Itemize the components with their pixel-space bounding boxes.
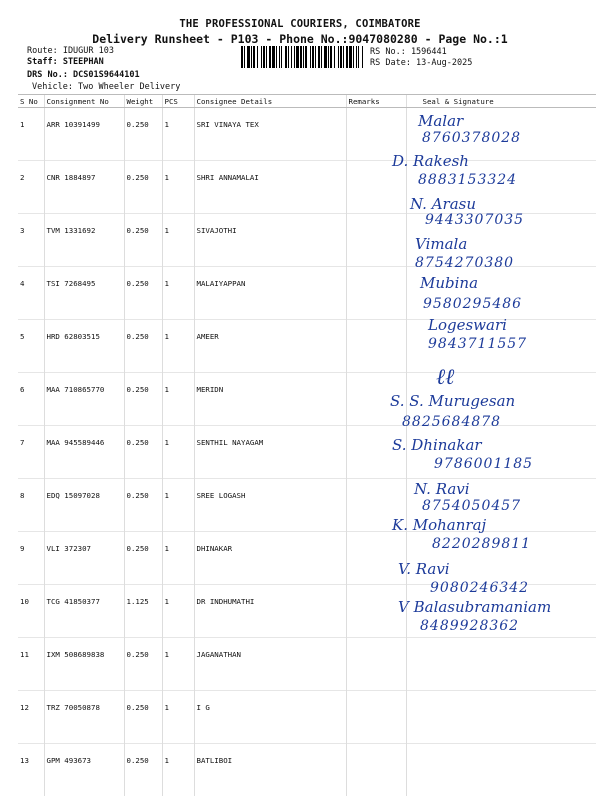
- cell-remarks: [346, 214, 406, 267]
- cell-consignment-no: TVM 1331692: [44, 214, 124, 267]
- signature-name: V. Ravi: [398, 560, 450, 578]
- cell-weight: 0.250: [124, 108, 162, 161]
- cell-sno: 2: [18, 161, 44, 214]
- signature-name: Mubina: [420, 274, 479, 292]
- cell-signature: [406, 638, 596, 691]
- cell-consignment-no: VLI 372307: [44, 532, 124, 585]
- cell-signature: [406, 373, 596, 426]
- cell-consignee: SHRI ANNAMALAI: [194, 161, 346, 214]
- cell-weight: 0.250: [124, 373, 162, 426]
- cell-consignment-no: TSI 7268495: [44, 267, 124, 320]
- cell-consignee: BATLIBOI: [194, 744, 346, 797]
- drs-number: DRS No.: DCS01S9644101: [27, 70, 140, 80]
- signature-name: K. Mohanraj: [392, 516, 487, 534]
- cell-remarks: [346, 161, 406, 214]
- cell-pcs: 1: [162, 744, 194, 797]
- cell-consignee: JAGANATHAN: [194, 638, 346, 691]
- cell-consignee: SIVAJOTHI: [194, 214, 346, 267]
- table-header-row: [18, 95, 596, 108]
- cell-remarks: [346, 479, 406, 532]
- col-header-sno: S No: [18, 95, 44, 108]
- cell-consignment-no: IXM 508689838: [44, 638, 124, 691]
- cell-sno: 4: [18, 267, 44, 320]
- cell-remarks: [346, 532, 406, 585]
- signature-phone: 8760378028: [422, 130, 522, 146]
- signature-phone: 9843711557: [428, 336, 528, 352]
- signature-name: N. Ravi: [414, 480, 470, 498]
- col-header-pcs: PCS: [162, 95, 194, 108]
- rs-number: RS No.: 1596441: [370, 47, 447, 57]
- signature-phone: 9786001185: [434, 456, 534, 472]
- signature-name: V Balasubramaniam: [398, 598, 552, 616]
- cell-signature: [406, 479, 596, 532]
- cell-signature: [406, 214, 596, 267]
- rs-date: RS Date: 13-Aug-2025: [370, 58, 473, 68]
- cell-weight: 0.250: [124, 426, 162, 479]
- cell-remarks: [346, 373, 406, 426]
- cell-consignee: MALAIYAPPAN: [194, 267, 346, 320]
- cell-consignee: DHINAKAR: [194, 532, 346, 585]
- cell-consignment-no: MAA 945589446: [44, 426, 124, 479]
- signature-name: Malar: [418, 112, 464, 130]
- cell-consignment-no: MAA 710865770: [44, 373, 124, 426]
- cell-remarks: [346, 320, 406, 373]
- cell-remarks: [346, 108, 406, 161]
- cell-weight: 0.250: [124, 214, 162, 267]
- table-row: [18, 479, 596, 532]
- runsheet-subtitle: Delivery Runsheet - P103 - Phone No.:9047080280 - Page No.:1: [92, 32, 508, 46]
- signature-name: S. Dhinakar: [392, 436, 482, 454]
- col-header-signature: Seal & Signature: [406, 95, 596, 108]
- staff-label: Staff: STEEPHAN: [27, 57, 104, 67]
- col-header-consignee: Consignee Details: [194, 95, 346, 108]
- cell-consignee: DR INDHUMATHI: [194, 585, 346, 638]
- signature-name: S. S. Murugesan: [390, 392, 516, 410]
- cell-pcs: 1: [162, 373, 194, 426]
- cell-pcs: 1: [162, 214, 194, 267]
- table-row: [18, 744, 596, 797]
- cell-sno: 10: [18, 585, 44, 638]
- cell-signature: [406, 161, 596, 214]
- barcode-icon: [241, 46, 363, 68]
- cell-pcs: 1: [162, 426, 194, 479]
- cell-weight: 0.250: [124, 267, 162, 320]
- cell-signature: [406, 532, 596, 585]
- table-row: [18, 320, 596, 373]
- cell-signature: [406, 267, 596, 320]
- cell-weight: 0.250: [124, 744, 162, 797]
- cell-consignment-no: CNR 1884897: [44, 161, 124, 214]
- cell-sno: 12: [18, 691, 44, 744]
- cell-pcs: 1: [162, 638, 194, 691]
- cell-weight: 1.125: [124, 585, 162, 638]
- cell-weight: 0.250: [124, 532, 162, 585]
- table-row: [18, 267, 596, 320]
- cell-signature: [406, 426, 596, 479]
- cell-sno: 1: [18, 108, 44, 161]
- cell-pcs: 1: [162, 585, 194, 638]
- col-header-remarks: Remarks: [346, 95, 406, 108]
- cell-weight: 0.250: [124, 691, 162, 744]
- signature-phone: 9580295486: [423, 296, 523, 312]
- cell-sno: 11: [18, 638, 44, 691]
- signature-phone: 8220289811: [432, 536, 532, 552]
- cell-pcs: 1: [162, 108, 194, 161]
- cell-sno: 7: [18, 426, 44, 479]
- vehicle-label: Vehicle: Two Wheeler Delivery: [32, 82, 181, 92]
- cell-sno: 8: [18, 479, 44, 532]
- cell-signature: [406, 691, 596, 744]
- cell-consignment-no: TCG 41850377: [44, 585, 124, 638]
- cell-pcs: 1: [162, 161, 194, 214]
- signature-name: Logeswari: [428, 316, 507, 334]
- cell-consignment-no: EDQ 15097028: [44, 479, 124, 532]
- cell-pcs: 1: [162, 320, 194, 373]
- cell-consignee: SREE LOGASH: [194, 479, 346, 532]
- signature-phone: 9443307035: [425, 212, 525, 228]
- signature-phone: 8754270380: [415, 255, 515, 271]
- runsheet-table: [18, 94, 596, 796]
- table-row: [18, 426, 596, 479]
- cell-sno: 6: [18, 373, 44, 426]
- cell-remarks: [346, 267, 406, 320]
- cell-pcs: 1: [162, 267, 194, 320]
- cell-weight: 0.250: [124, 638, 162, 691]
- table-row: [18, 373, 596, 426]
- cell-signature: [406, 320, 596, 373]
- cell-sno: 3: [18, 214, 44, 267]
- cell-remarks: [346, 638, 406, 691]
- cell-remarks: [346, 426, 406, 479]
- cell-pcs: 1: [162, 532, 194, 585]
- route-label: Route: IDUGUR 103: [27, 46, 114, 56]
- cell-signature: [406, 108, 596, 161]
- cell-pcs: 1: [162, 691, 194, 744]
- cell-consignee: SRI VINAYA TEX: [194, 108, 346, 161]
- cell-consignment-no: HRD 62803515: [44, 320, 124, 373]
- cell-consignment-no: ARR 10391499: [44, 108, 124, 161]
- table-row: [18, 214, 596, 267]
- table-row: [18, 532, 596, 585]
- signature-name: N. Arasu: [410, 195, 477, 213]
- cell-consignee: I G: [194, 691, 346, 744]
- table-row: [18, 108, 596, 161]
- cell-signature: [406, 585, 596, 638]
- col-header-consignment: Consignment No: [44, 95, 124, 108]
- cell-weight: 0.250: [124, 320, 162, 373]
- runsheet-table-container: [18, 94, 596, 765]
- table-row: [18, 691, 596, 744]
- cell-remarks: [346, 585, 406, 638]
- signature-name: Vimala: [415, 235, 468, 253]
- signature-name: D. Rakesh: [392, 152, 469, 170]
- cell-remarks: [346, 744, 406, 797]
- cell-consignee: SENTHIL NAYAGAM: [194, 426, 346, 479]
- cell-weight: 0.250: [124, 161, 162, 214]
- table-row: [18, 161, 596, 214]
- cell-consignment-no: GPM 493673: [44, 744, 124, 797]
- signature-phone: 8883153324: [418, 172, 518, 188]
- cell-sno: 5: [18, 320, 44, 373]
- col-header-weight: Weight: [124, 95, 162, 108]
- signature-phone: 8754050457: [422, 498, 522, 514]
- cell-consignment-no: TRZ 70050878: [44, 691, 124, 744]
- signature-mark-icon: ℓℓ: [436, 365, 455, 390]
- cell-weight: 0.250: [124, 479, 162, 532]
- runsheet-title: THE PROFESSIONAL COURIERS, COIMBATORE: [179, 18, 421, 30]
- cell-sno: 9: [18, 532, 44, 585]
- signature-phone: 9080246342: [430, 580, 530, 596]
- cell-pcs: 1: [162, 479, 194, 532]
- signature-phone: 8825684878: [402, 414, 502, 430]
- cell-consignee: AMEER: [194, 320, 346, 373]
- cell-consignee: MERIDN: [194, 373, 346, 426]
- cell-signature: [406, 744, 596, 797]
- table-row: [18, 585, 596, 638]
- cell-sno: 13: [18, 744, 44, 797]
- table-row: [18, 638, 596, 691]
- signature-phone: 8489928362: [420, 618, 520, 634]
- cell-remarks: [346, 691, 406, 744]
